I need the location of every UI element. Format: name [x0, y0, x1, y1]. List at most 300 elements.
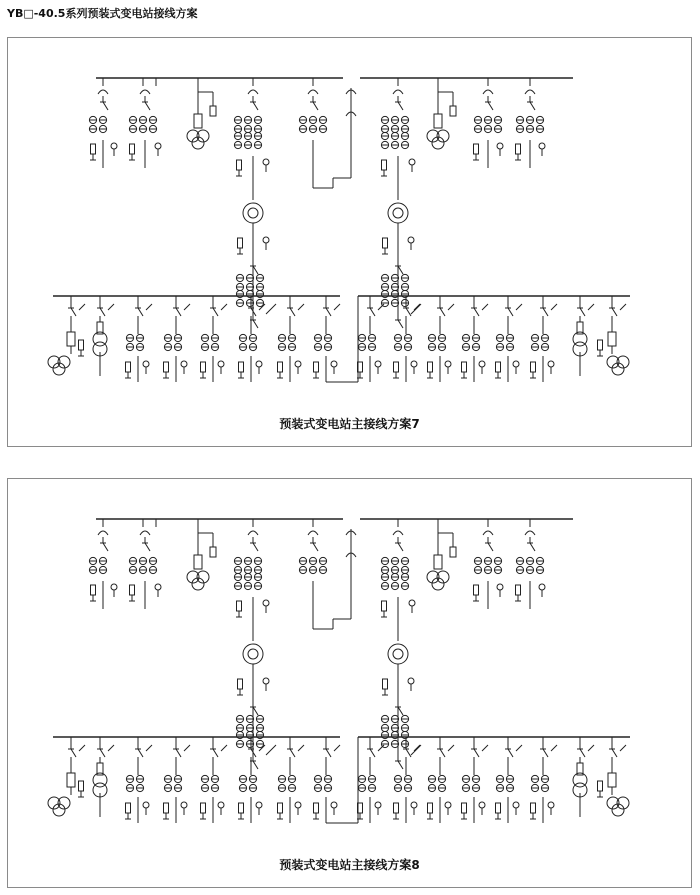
meter-symbol [263, 159, 269, 165]
current-transformer-symbol [234, 573, 242, 589]
arrester-symbol [462, 362, 467, 372]
lv-feeder-blade [108, 745, 114, 751]
scheme-7-diagram [8, 38, 693, 448]
current-transformer-symbol [324, 334, 332, 350]
switch-blade [313, 102, 318, 110]
fuse-symbol [434, 555, 442, 569]
arrester-symbol [201, 803, 206, 813]
switch-blade [71, 749, 76, 757]
switch-blade [543, 749, 548, 757]
current-transformer-symbol [256, 715, 264, 731]
current-transformer-symbol [391, 132, 399, 148]
arrester-symbol [278, 362, 283, 372]
current-transformer-symbol [506, 334, 514, 350]
arrester-symbol [314, 362, 319, 372]
switch-blade [398, 266, 403, 274]
main-transformer-core [393, 208, 403, 218]
current-transformer-symbol [288, 334, 296, 350]
feeder-blade [411, 745, 421, 755]
current-transformer-symbol [381, 132, 389, 148]
switch-blade [253, 761, 258, 769]
plug-contact-symbol [525, 90, 535, 94]
switch-blade [398, 543, 403, 551]
current-transformer-symbol [126, 775, 134, 791]
arrester-symbol [79, 340, 84, 350]
lv-feeder-blade [448, 745, 454, 751]
current-transformer-symbol [136, 775, 144, 791]
main-transformer-core [248, 649, 258, 659]
current-transformer-symbol [494, 557, 502, 573]
main-transformer-symbol [388, 203, 408, 223]
current-transformer-symbol [536, 116, 544, 132]
plug-contact-symbol [98, 90, 108, 94]
switch-blade [370, 308, 375, 316]
switch-blade [138, 308, 143, 316]
arrester-symbol [394, 362, 399, 372]
current-transformer-symbol [531, 334, 539, 350]
arrester-symbol [201, 362, 206, 372]
current-transformer-symbol [516, 557, 524, 573]
lv-feeder-blade [378, 304, 384, 310]
switch-blade [530, 543, 535, 551]
current-transformer-symbol [136, 334, 144, 350]
arrester-symbol [474, 585, 479, 595]
lv-feeder-blade [298, 745, 304, 751]
arrester-symbol [238, 679, 243, 689]
lv-feeder-blade [516, 304, 522, 310]
arrester-symbol [428, 362, 433, 372]
current-transformer-symbol [358, 775, 366, 791]
current-transformer-symbol [129, 557, 137, 573]
meter-symbol [411, 802, 417, 808]
current-transformer-symbol [149, 116, 157, 132]
switch-blade [253, 707, 258, 715]
current-transformer-symbol [254, 116, 262, 132]
arrester-symbol [516, 585, 521, 595]
current-transformer-symbol [531, 775, 539, 791]
arrester-symbol [496, 362, 501, 372]
meter-symbol [155, 143, 161, 149]
current-transformer-symbol [324, 775, 332, 791]
current-transformer-symbol [254, 132, 262, 148]
meter-symbol [256, 361, 262, 367]
current-transformer-symbol [381, 557, 389, 573]
plug-contact-symbol [393, 531, 403, 535]
fuse-symbol [210, 106, 216, 116]
lv-feeder-blade [414, 304, 420, 310]
switch-blade [138, 749, 143, 757]
plug-contact-symbol [308, 531, 318, 535]
lv-feeder-blade [551, 745, 557, 751]
meter-symbol [445, 361, 451, 367]
current-transformer-symbol [126, 334, 134, 350]
switch-blade [103, 102, 108, 110]
meter-symbol [331, 802, 337, 808]
current-transformer-symbol [381, 573, 389, 589]
switch-blade [580, 308, 585, 316]
meter-symbol [263, 678, 269, 684]
fuse-symbol [450, 106, 456, 116]
arrester-symbol [278, 803, 283, 813]
current-transformer-symbol [319, 557, 327, 573]
current-transformer-symbol [211, 775, 219, 791]
current-transformer-symbol [309, 116, 317, 132]
switch-blade [612, 308, 617, 316]
switch-blade [290, 308, 295, 316]
current-transformer-symbol [139, 116, 147, 132]
current-transformer-symbol [299, 557, 307, 573]
switch-blade [612, 749, 617, 757]
current-transformer-symbol [239, 334, 247, 350]
lv-feeder-blade [378, 745, 384, 751]
switch-blade [406, 308, 411, 316]
fuse-symbol [210, 547, 216, 557]
current-transformer-symbol [129, 116, 137, 132]
current-transformer-symbol [244, 132, 252, 148]
switch-blade [71, 308, 76, 316]
meter-symbol [409, 600, 415, 606]
lv-feeder-blade [588, 304, 594, 310]
lv-feeder-blade [108, 304, 114, 310]
scheme-8-diagram [8, 479, 693, 889]
current-transformer-symbol [368, 334, 376, 350]
current-transformer-symbol [401, 132, 409, 148]
current-transformer-symbol [89, 116, 97, 132]
current-transformer-symbol [401, 290, 409, 306]
plug-contact-symbol [248, 90, 258, 94]
meter-symbol [143, 802, 149, 808]
current-transformer-symbol [381, 290, 389, 306]
switch-blade [253, 320, 258, 328]
lv-feeder-blade [448, 304, 454, 310]
fuse-symbol [67, 332, 75, 346]
current-transformer-symbol [472, 334, 480, 350]
meter-symbol [409, 159, 415, 165]
arrester-symbol [91, 144, 96, 154]
meter-symbol [218, 361, 224, 367]
lv-feeder-blade [482, 304, 488, 310]
current-transformer-symbol [401, 557, 409, 573]
current-transformer-symbol [174, 334, 182, 350]
main-transformer-core [393, 649, 403, 659]
plug-contact-symbol [525, 531, 535, 535]
switch-blade [440, 308, 445, 316]
current-transformer-symbol [89, 557, 97, 573]
switch-blade [103, 543, 108, 551]
lv-feeder-blade [334, 745, 340, 751]
current-transformer-symbol [368, 775, 376, 791]
switch-blade [253, 102, 258, 110]
arrester-symbol [531, 803, 536, 813]
current-transformer-symbol [244, 557, 252, 573]
lv-feeder-blade [184, 745, 190, 751]
main-transformer-symbol [243, 644, 263, 664]
current-transformer-symbol [541, 334, 549, 350]
arrester-symbol [130, 585, 135, 595]
current-transformer-symbol [381, 116, 389, 132]
lv-feeder-blade [588, 745, 594, 751]
arrester-symbol [496, 803, 501, 813]
fuse-symbol [194, 114, 202, 128]
current-transformer-symbol [506, 775, 514, 791]
arrester-symbol [383, 679, 388, 689]
arrester-symbol [237, 601, 242, 611]
main-transformer-symbol [243, 203, 263, 223]
meter-symbol [218, 802, 224, 808]
arrester-symbol [239, 803, 244, 813]
current-transformer-symbol [494, 116, 502, 132]
current-transformer-symbol [404, 775, 412, 791]
lv-feeder-blade [551, 304, 557, 310]
arrester-symbol [91, 585, 96, 595]
meter-symbol [181, 802, 187, 808]
current-transformer-symbol [438, 334, 446, 350]
lv-feeder-blade [620, 304, 626, 310]
switch-blade [488, 102, 493, 110]
lv-feeder-blade [79, 304, 85, 310]
fuse-symbol [67, 773, 75, 787]
meter-symbol [375, 361, 381, 367]
current-transformer-symbol [278, 334, 286, 350]
current-transformer-symbol [541, 775, 549, 791]
meter-symbol [256, 802, 262, 808]
current-transformer-symbol [394, 334, 402, 350]
meter-symbol [295, 361, 301, 367]
current-transformer-symbol [381, 731, 389, 747]
lv-feeder-blade [146, 304, 152, 310]
meter-symbol [181, 361, 187, 367]
current-transformer-symbol [394, 775, 402, 791]
meter-symbol [497, 584, 503, 590]
switch-blade [370, 749, 375, 757]
switch-blade [100, 308, 105, 316]
current-transformer-symbol [256, 274, 264, 290]
current-transformer-symbol [164, 775, 172, 791]
current-transformer-symbol [401, 573, 409, 589]
meter-symbol [445, 802, 451, 808]
lv-feeder-blade [620, 745, 626, 751]
current-transformer-symbol [249, 334, 257, 350]
plug-contact-symbol [140, 531, 150, 535]
current-transformer-symbol [254, 557, 262, 573]
switch-blade [398, 102, 403, 110]
switch-blade [488, 543, 493, 551]
lv-feeder-blade [79, 745, 85, 751]
current-transformer-symbol [249, 775, 257, 791]
current-transformer-symbol [236, 290, 244, 306]
lv-feeder-blade [298, 304, 304, 310]
meter-symbol [408, 237, 414, 243]
current-transformer-symbol [201, 775, 209, 791]
current-transformer-symbol [401, 715, 409, 731]
fuse-symbol [608, 332, 616, 346]
meter-symbol [263, 600, 269, 606]
meter-symbol [539, 584, 545, 590]
meter-symbol [513, 802, 519, 808]
fuse-symbol [450, 547, 456, 557]
current-transformer-symbol [278, 775, 286, 791]
switch-blade [145, 543, 150, 551]
current-transformer-symbol [474, 116, 482, 132]
current-transformer-symbol [496, 334, 504, 350]
current-transformer-symbol [401, 731, 409, 747]
current-transformer-symbol [401, 274, 409, 290]
fuse-symbol [434, 114, 442, 128]
meter-symbol [331, 361, 337, 367]
current-transformer-symbol [391, 116, 399, 132]
current-transformer-symbol [99, 116, 107, 132]
current-transformer-symbol [358, 334, 366, 350]
current-transformer-symbol [174, 775, 182, 791]
meter-symbol [295, 802, 301, 808]
lv-feeder-blade [516, 745, 522, 751]
switch-blade [145, 102, 150, 110]
switch-blade [326, 749, 331, 757]
current-transformer-symbol [234, 132, 242, 148]
lv-feeder-blade [184, 304, 190, 310]
current-transformer-symbol [428, 775, 436, 791]
switch-blade [326, 308, 331, 316]
plug-contact-symbol [98, 531, 108, 535]
current-transformer-symbol [164, 334, 172, 350]
current-transformer-symbol [484, 557, 492, 573]
switch-blade [530, 102, 535, 110]
lv-feeder-blade [221, 745, 227, 751]
current-transformer-symbol [299, 116, 307, 132]
meter-symbol [513, 361, 519, 367]
arrester-symbol [79, 781, 84, 791]
switch-blade [253, 266, 258, 274]
current-transformer-symbol [236, 274, 244, 290]
current-transformer-symbol [526, 557, 534, 573]
switch-blade [543, 308, 548, 316]
switch-blade [508, 308, 513, 316]
current-transformer-symbol [234, 116, 242, 132]
arrester-symbol [394, 803, 399, 813]
plug-contact-symbol [140, 90, 150, 94]
meter-symbol [411, 361, 417, 367]
feeder-blade [266, 745, 276, 755]
fuse-symbol [608, 773, 616, 787]
plug-contact-symbol [483, 90, 493, 94]
switch-blade [213, 749, 218, 757]
current-transformer-symbol [234, 557, 242, 573]
arrester-symbol [598, 781, 603, 791]
current-transformer-symbol [381, 715, 389, 731]
feeder-blade [266, 304, 276, 314]
current-transformer-symbol [516, 116, 524, 132]
current-transformer-symbol [239, 775, 247, 791]
scheme-8-panel [7, 478, 692, 888]
arrester-symbol [383, 238, 388, 248]
meter-symbol [539, 143, 545, 149]
current-transformer-symbol [314, 775, 322, 791]
meter-symbol [548, 802, 554, 808]
meter-symbol [263, 237, 269, 243]
current-transformer-symbol [496, 775, 504, 791]
meter-symbol [479, 361, 485, 367]
scheme-7-panel [7, 37, 692, 447]
current-transformer-symbol [149, 557, 157, 573]
switch-blade [313, 543, 318, 551]
switch-blade [176, 749, 181, 757]
lv-feeder-blade [221, 304, 227, 310]
current-transformer-symbol [211, 334, 219, 350]
arrester-symbol [428, 803, 433, 813]
current-transformer-symbol [236, 731, 244, 747]
current-transformer-symbol [391, 557, 399, 573]
plug-contact-symbol [483, 531, 493, 535]
feeder-blade [411, 304, 421, 314]
switch-blade [474, 749, 479, 757]
current-transformer-symbol [314, 334, 322, 350]
current-transformer-symbol [401, 116, 409, 132]
meter-symbol [408, 678, 414, 684]
switch-blade [398, 320, 403, 328]
arrester-symbol [474, 144, 479, 154]
current-transformer-symbol [201, 334, 209, 350]
meter-symbol [497, 143, 503, 149]
main-transformer-symbol [388, 644, 408, 664]
current-transformer-symbol [139, 557, 147, 573]
current-transformer-symbol [319, 116, 327, 132]
plug-contact-symbol [308, 90, 318, 94]
current-transformer-symbol [254, 573, 262, 589]
arrester-symbol [237, 160, 242, 170]
meter-symbol [111, 143, 117, 149]
current-transformer-symbol [244, 116, 252, 132]
arrester-symbol [164, 803, 169, 813]
arrester-symbol [382, 601, 387, 611]
plug-contact-symbol [393, 90, 403, 94]
switch-blade [440, 749, 445, 757]
arrester-symbol [126, 803, 131, 813]
meter-symbol [479, 802, 485, 808]
current-transformer-symbol [472, 775, 480, 791]
meter-symbol [375, 802, 381, 808]
arrester-symbol [130, 144, 135, 154]
current-transformer-symbol [236, 715, 244, 731]
scheme-7-caption: 预装式变电站主接线方案7 [279, 417, 420, 431]
arrester-symbol [314, 803, 319, 813]
main-transformer-core [248, 208, 258, 218]
arrester-symbol [462, 803, 467, 813]
switch-blade [398, 707, 403, 715]
lv-feeder-blade [146, 745, 152, 751]
switch-blade [508, 749, 513, 757]
arrester-symbol [516, 144, 521, 154]
plug-contact-symbol [248, 531, 258, 535]
switch-blade [100, 749, 105, 757]
lv-feeder-blade [414, 745, 420, 751]
current-transformer-symbol [99, 557, 107, 573]
current-transformer-symbol [309, 557, 317, 573]
current-transformer-symbol [428, 334, 436, 350]
current-transformer-symbol [288, 775, 296, 791]
current-transformer-symbol [381, 274, 389, 290]
lv-feeder-blade [334, 304, 340, 310]
arrester-symbol [598, 340, 603, 350]
arrester-symbol [239, 362, 244, 372]
current-transformer-symbol [536, 557, 544, 573]
meter-symbol [143, 361, 149, 367]
switch-blade [213, 308, 218, 316]
arrester-symbol [164, 362, 169, 372]
arrester-symbol [238, 238, 243, 248]
current-transformer-symbol [404, 334, 412, 350]
current-transformer-symbol [462, 334, 470, 350]
switch-blade [474, 308, 479, 316]
